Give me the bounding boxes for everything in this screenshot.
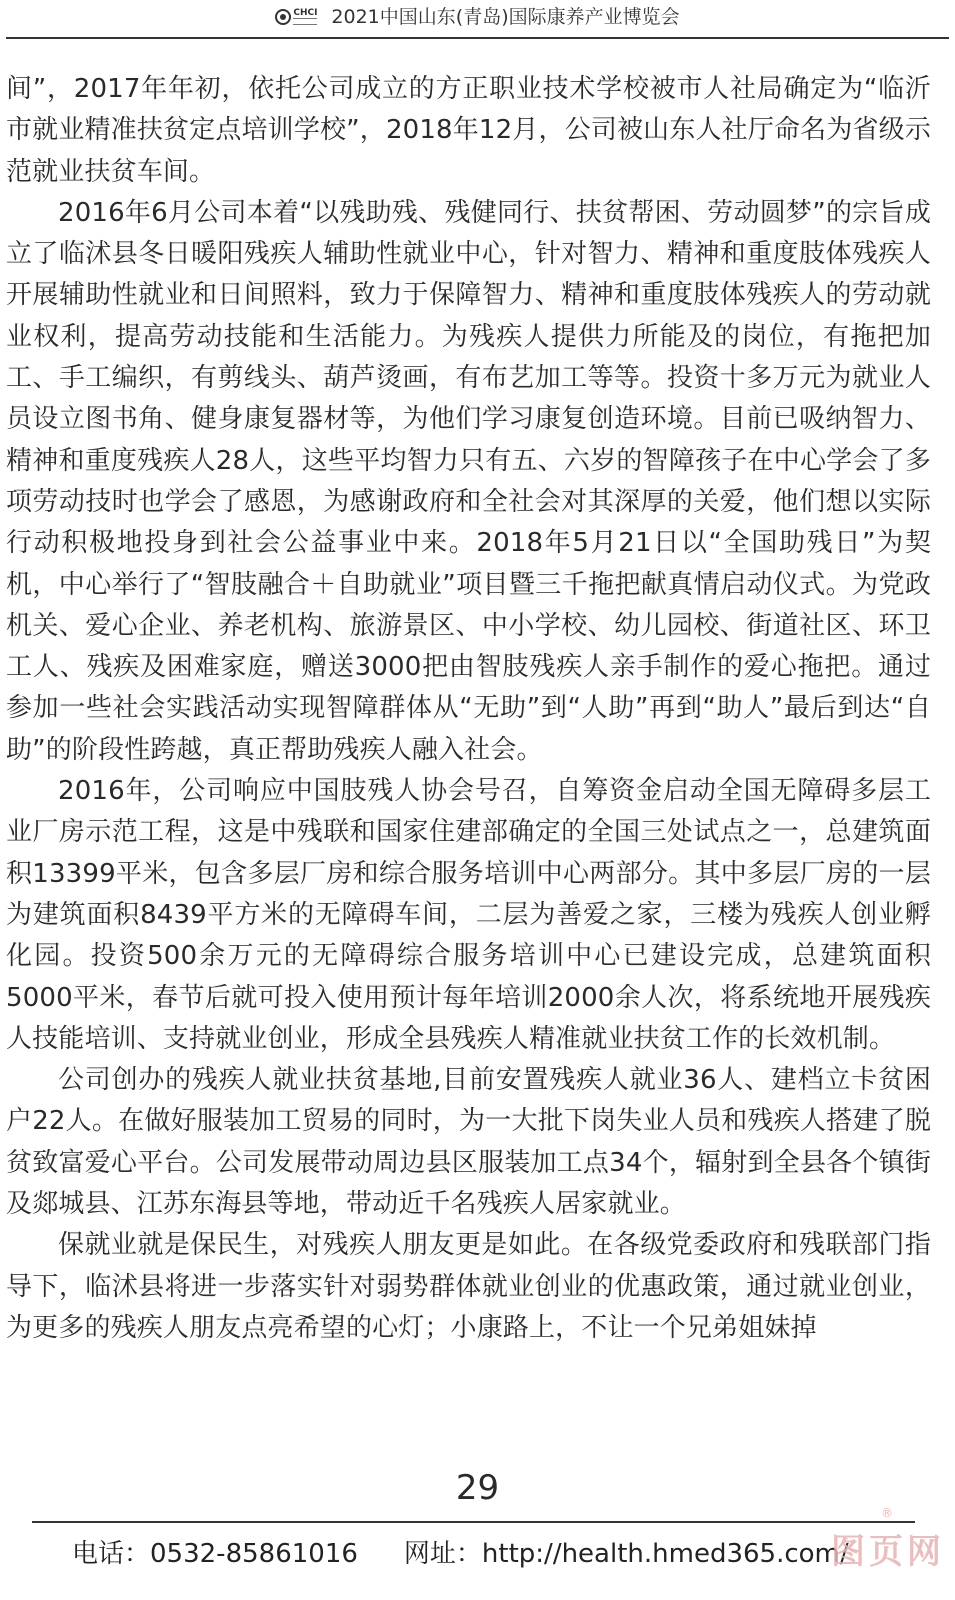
paragraph-rehab-center: 2016年6月公司本着“以残助残、残健同行、扶贫帮困、劳动圆梦”的宗旨成立了临沭县冬日暖阳残疾人辅助性就业中心，针对智力、精神和重度肢体残疾人开展辅助性就业和日间照料，致力于保障智力、精神和重度肢体残疾人的劳动就业权利，提高劳动技能和生活能力。为残疾人提供力所能及的岗位，有拖把加工、手工编织，有剪线头、葫芦烫画，有布艺加工等等。投资十多万元为就业人员设立图书角、健身康复器材等，为他们学习康复创造环境。目前已吸纳智力、精神和重度残疾人28人，这些平均智力只有五、六岁的智障孩子在中心学会了多项劳动技时也学会了感恩，为感谢政府和全社会对其深厚的关爱，他们想以实际行动积极地投身到社会公益事业中来。2018年5月21日以“全国助残日”为契机，中心举行了“智肢融合＋自助就业”项目暨三千拖把献真情启动仪式。为党政机关、爱心企业、养老机构、旅游景区、中小学校、幼儿园校、街道社区、环卫工人、残疾及困难家庭，赠送3000把由智肢残疾人亲手制作的爱心拖把。通过参加一些社会实践活动实现智障群体从“无助”到“人助”再到“助人”最后到达“自助”的阶段性跨越，真正帮助残疾人融入社会。 [6, 197, 931, 765]
phone-number: 0532-85861016 [150, 1539, 358, 1569]
expo-logo-text: CHCI [293, 7, 318, 18]
header-content [0, 4, 955, 29]
page-footer [72, 1534, 932, 1574]
page-number: 29 [455, 1468, 500, 1508]
phone-label: 电话： [72, 1539, 151, 1569]
expo-logo [275, 6, 319, 28]
paragraph-barrier-free-factory: 2016年，公司响应中国肢残人协会号召，自筹资金启动全国无障碍多层工业厂房示范工程，这是中残联和国家住建部确定的全国三处试点之一，总建筑面积13399平米，包含多层厂房和综合服务培训中心两部分。其中多层厂房的一层为建筑面积8439平方米的无障碍车间，二层为善爱之家，三楼为残疾人创业孵化园。投资500余万元的无障碍综合服务培训中心已建设完成，总建筑面积5000平米，春节后就可投入使用预计每年培训2000余人次，将系统地开展残疾人技能培训、支持就业创业，形成全县残疾人精准就业扶贫工作的长效机制。 [6, 776, 931, 1054]
header-divider [6, 37, 949, 39]
expo-logo-lines [293, 18, 317, 25]
article-body [6, 69, 931, 1349]
paragraph-employment-base: 公司创办的残疾人就业扶贫基地,目前安置残疾人就业36人、建档立卡贫困户22人。在做好服装加工贸易的同时，为一大批下岗失业人员和残疾人搭建了脱贫致富爱心平台。公司发展带动周边县区服装加工点34个，辐射到全县各个镇街及郯城县、江苏东海县等地，带动近千名残疾人居家就业。 [6, 1065, 931, 1220]
footer-divider [32, 1521, 915, 1523]
running-header-title: 2021中国山东(青岛)国际康养产业博览会 [331, 5, 680, 28]
website-label: 网址： [403, 1539, 482, 1569]
paragraph-continued: 间”，2017年年初，依托公司成立的方正职业技术学校被市人社局确定为“临沂市就业精准扶贫定点培训学校”，2018年12月，公司被山东人社厅命名为省级示范就业扶贫车间。 [6, 74, 931, 187]
paragraph-policy-outlook: 保就业就是保民生，对残疾人朋友更是如此。在各级党委政府和残联部门指导下，临沭县将进一步落实针对弱势群体就业创业的优惠政策，通过就业创业，为更多的残疾人朋友点亮希望的心灯；小康路上，不让一个兄弟姐妹掉 [6, 1230, 931, 1343]
watermark-registered-mark: ® [881, 1506, 893, 1520]
watermark-logo: 图页网 [831, 1532, 945, 1572]
website-link[interactable]: http://health.hmed365.com/ [481, 1539, 849, 1569]
page-header [0, 0, 955, 40]
expo-logo-icon [275, 9, 291, 25]
